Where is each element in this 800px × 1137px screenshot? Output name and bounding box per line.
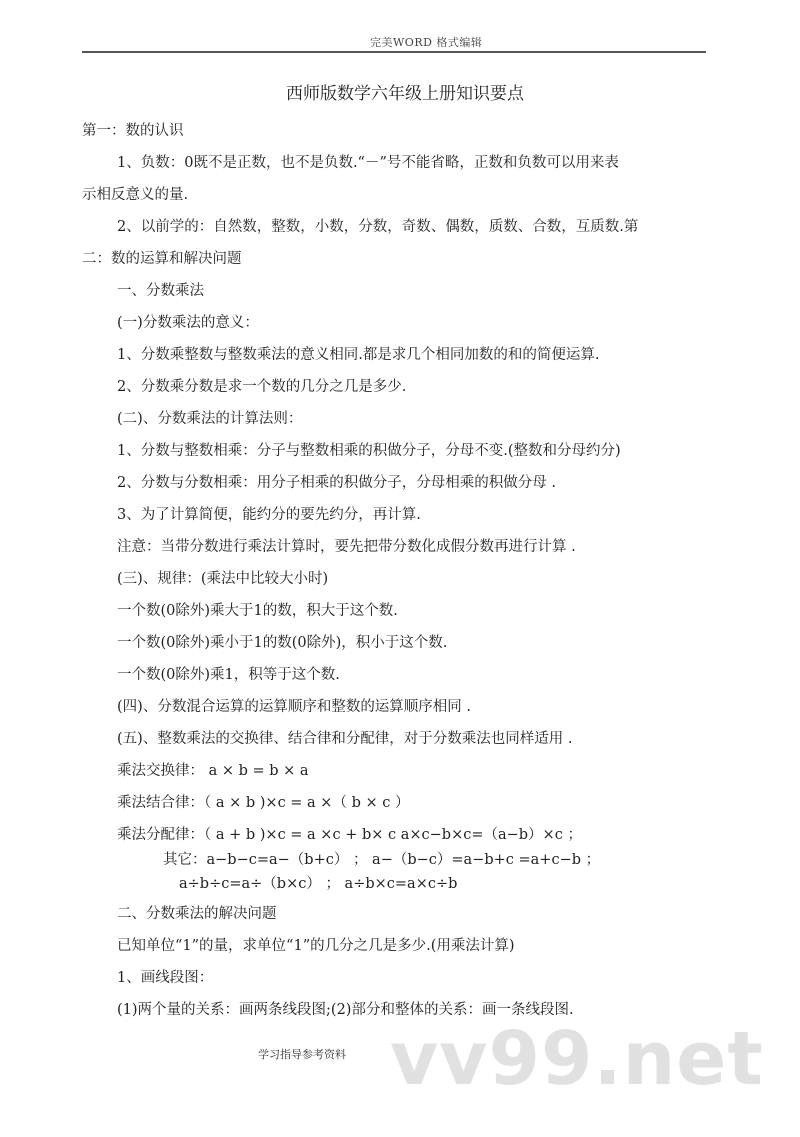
paragraph-line: 2、以前学的：自然数，整数，小数，分数，奇数、偶数，质数、合数，互质数.第 — [117, 219, 639, 235]
section-heading: 二：数的运算和解决问题 — [82, 251, 242, 267]
paragraph-line: 1、画线段图： — [117, 970, 214, 986]
paragraph-line: (四)、分数混合运算的运算顺序和整数的运算顺序相同 . — [117, 699, 472, 715]
subheading: 一、分数乘法 — [117, 283, 204, 299]
formula-line: 乘法交换律： a × b = b × a — [117, 763, 309, 779]
formula-line: 乘法结合律：（ a × b )×c = a ×（ b × c ） — [117, 795, 410, 811]
paragraph-line: 一个数(0除外)乘大于1的数，积大于这个数. — [117, 603, 398, 619]
subheading: (二)、分数乘法的计算法则： — [117, 411, 303, 427]
formula-line: 其它：a−b−c=a−（b+c） ； a−（b−c）=a−b+c =a+c−b ； — [163, 852, 601, 868]
subheading: (三)、规律：(乘法中比较大小时) — [117, 571, 329, 587]
subheading: 二、分数乘法的解决问题 — [117, 906, 277, 922]
paragraph-line: 1、负数：0既不是正数，也不是负数.“－”号不能省略，正数和负数可以用来表 — [117, 155, 619, 171]
paragraph-line: 一个数(0除外)乘1，积等于这个数. — [117, 667, 340, 683]
paragraph-line: 示相反意义的量. — [82, 187, 189, 203]
section-heading: 第一：数的认识 — [82, 123, 184, 139]
paragraph-line: (五)、整数乘法的交换律、结合律和分配律，对于分数乘法也同样适用 . — [117, 731, 573, 747]
paragraph-line: 1、分数乘整数与整数乘法的意义相同.都是求几个相同加数的和的简便运算. — [117, 347, 600, 363]
paragraph-line: 1、分数与整数相乘：分子与整数相乘的积做分子，分母不变.(整数和分母约分) — [117, 443, 621, 459]
document-title: 西师版数学六年级上册知识要点 — [286, 84, 524, 104]
paragraph-line: 2、分数与分数相乘：用分子相乘的积做分子，分母相乘的积做分母 . — [117, 475, 556, 491]
paragraph-line: 已知单位“1”的量，求单位“1”的几分之几是多少.(用乘法计算) — [117, 938, 515, 954]
formula-line: 乘法分配律：（ a + b )×c = a ×c + b× c a×c−b×c=（a−b）×c ； — [117, 827, 582, 843]
page-header: 完美WORD 格式编辑 — [370, 36, 483, 49]
paragraph-line: 2、分数乘分数是求一个数的几分之几是多少. — [117, 379, 407, 395]
paragraph-line: 3、为了计算简便，能约分的要先约分，再计算. — [117, 507, 421, 523]
paragraph-line: 注意：当带分数进行乘法计算时，要先把带分数化成假分数再进行计算 . — [117, 539, 576, 555]
page-footer: 学习指导参考资料 — [258, 1048, 346, 1061]
header-rule — [82, 51, 706, 53]
paragraph-line: 一个数(0除外)乘小于1的数(0除外)，积小于这个数. — [117, 635, 448, 651]
watermark: vv99.net — [390, 1016, 764, 1102]
subheading: (一)分数乘法的意义： — [117, 315, 259, 331]
paragraph-line: (1)两个量的关系：画两条线段图;(2)部分和整体的关系：画一条线段图. — [117, 1002, 574, 1018]
formula-line: a÷b÷c=a÷（b×c） ； a÷b×c=a×c÷b — [179, 876, 458, 892]
